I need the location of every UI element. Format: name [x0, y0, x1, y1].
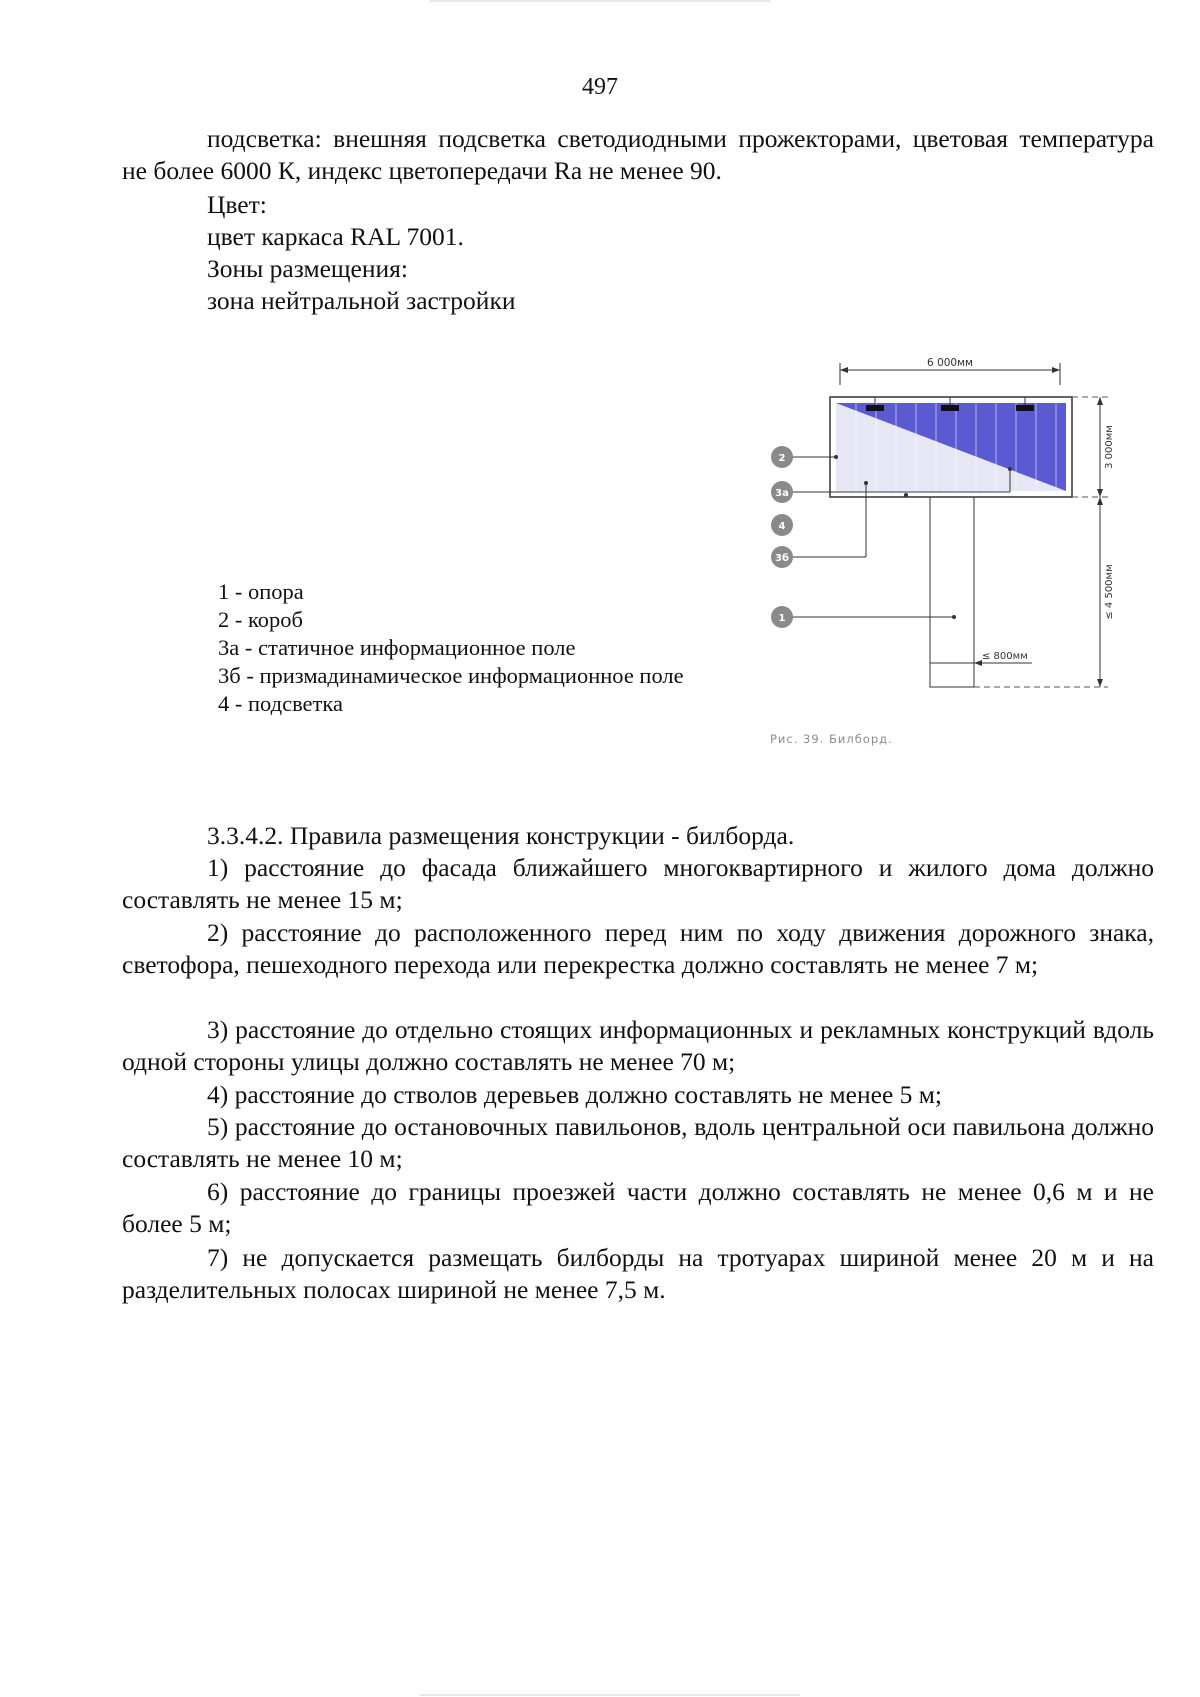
floodlight: [866, 405, 884, 411]
support-post: [930, 497, 974, 687]
support-height-label: ≤ 4 500мм: [1104, 564, 1115, 620]
page-number: 497: [582, 74, 618, 100]
intro-paragraph: подсветка: внешняя подсветка светодиодными прожекторами, цветовая температура не более 6000 К, индекс цветопередачи Ra не менее 90.: [122, 124, 1154, 185]
figure-legend: [218, 578, 684, 718]
width-label: 6 000мм: [927, 357, 973, 369]
floodlight: [1016, 405, 1034, 411]
zones-heading: Зоны размещения:: [207, 254, 408, 283]
billboard-drawing: [770, 355, 1150, 760]
marker-label: 2: [778, 453, 786, 464]
support-height-arrow: [1097, 679, 1103, 687]
zones-value: зона нейтральной застройки: [207, 286, 516, 315]
height-arrow: [1097, 489, 1103, 497]
leader-dot: [834, 455, 838, 459]
legend-item: 2 - короб: [218, 607, 303, 632]
marker-label: 3б: [775, 553, 789, 564]
marker-label: 3а: [775, 488, 789, 499]
height-label: 3 000мм: [1104, 425, 1115, 469]
leader-dot: [904, 493, 908, 497]
rule-item: 5) расстояние до остановочных павильонов, вдоль центральной оси павильона должно составлять не менее 10 м;: [122, 1112, 1154, 1173]
width-arrow-right: [1052, 367, 1060, 373]
color-heading: Цвет:: [207, 190, 267, 219]
billboard-svg: [770, 355, 1150, 760]
figure-caption: Рис. 39. Билборд.: [770, 732, 893, 746]
scan-artifact-bottom: [420, 1694, 800, 1696]
section-heading: 3.3.4.2. Правила размещения конструкции - билборда.: [207, 821, 795, 850]
leader-dot: [952, 615, 956, 619]
support-height-arrow: [1097, 497, 1103, 505]
width-arrow-left: [840, 367, 848, 373]
marker-label: 4: [778, 521, 786, 532]
color-value: цвет каркаса RAL 7001.: [207, 222, 464, 251]
rule-item: 7) не допускается размещать билборды на тротуарах шириной менее 20 м и на разделительных полосах шириной не менее 7,5 м.: [122, 1243, 1154, 1304]
rule-item: 2) расстояние до расположенного перед ним по ходу движения дорожного знака, светофора, пешеходного перехода или перекрестка должно составлять не менее 7 м;: [122, 918, 1154, 979]
leader-dot: [864, 481, 868, 485]
rule-item: 4) расстояние до стволов деревьев должно составлять не менее 5 м;: [207, 1080, 943, 1109]
floodlight: [941, 405, 959, 411]
rule-item: 6) расстояние до границы проезжей части должно составлять не менее 0,6 м и не более 5 м;: [122, 1177, 1154, 1238]
support-width-label: ≤ 800мм: [982, 651, 1028, 662]
markers: [771, 446, 793, 628]
legend-item: 4 - подсветка: [218, 691, 343, 716]
legend-item: 3б - призмадинамическое информационное поле: [218, 663, 684, 688]
rule-item: 1) расстояние до фасада ближайшего многоквартирного и жилого дома должно составлять не менее 15 м;: [122, 853, 1154, 914]
legend-item: 3а - статичное информационное поле: [218, 635, 576, 660]
rule-item: 3) расстояние до отдельно стоящих информационных и рекламных конструкций вдоль одной стороны улицы должно составлять не менее 70 м;: [122, 1015, 1154, 1076]
support-width-arrow: [974, 660, 982, 666]
marker-label: 1: [778, 613, 786, 624]
height-arrow: [1097, 397, 1103, 405]
scan-artifact-top: [430, 0, 770, 2]
legend-item: 1 - опора: [218, 579, 304, 604]
leader-dot: [1008, 467, 1012, 471]
